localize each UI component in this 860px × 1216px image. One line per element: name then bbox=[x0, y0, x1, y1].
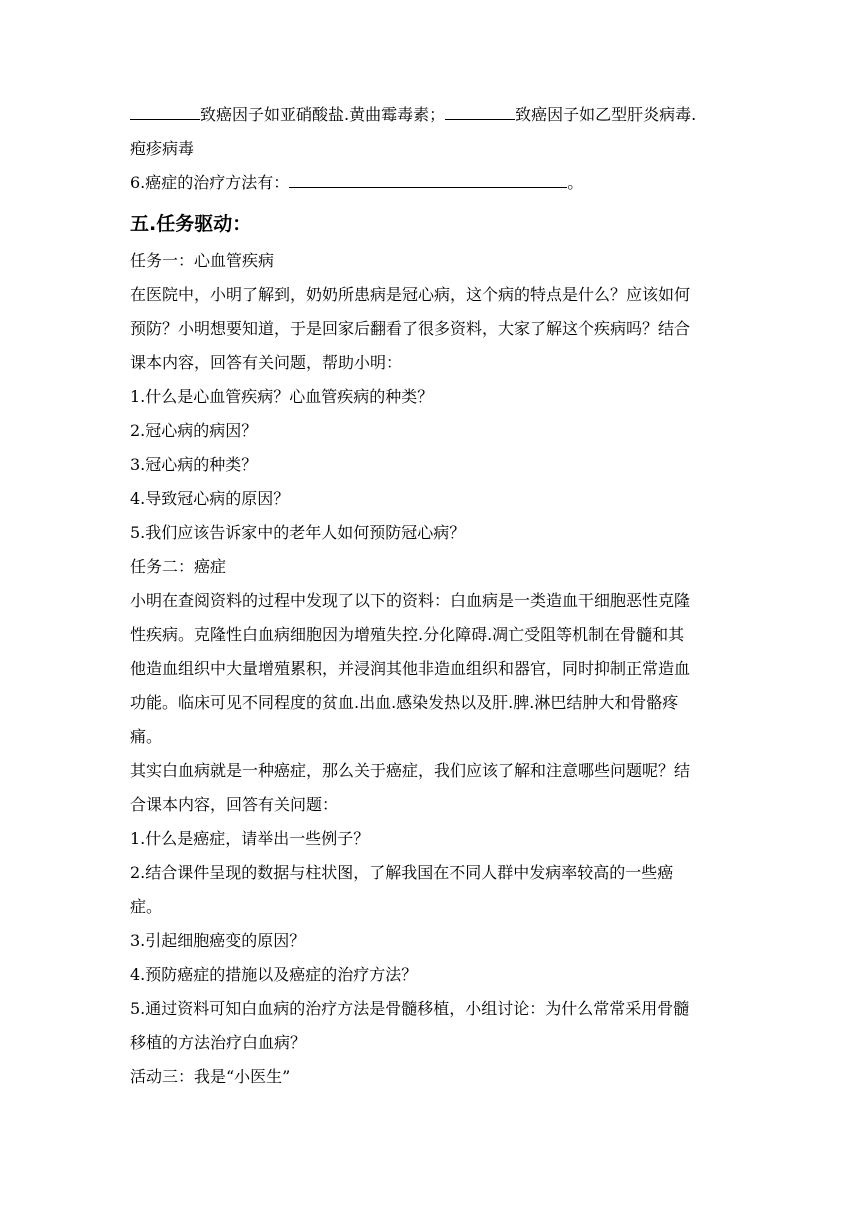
task-title: 任务一：心血管疾病 bbox=[130, 251, 275, 270]
task-title: 任务二：癌症 bbox=[130, 557, 227, 576]
question-item: 5.我们应该告诉家中的老年人如何预防冠心病？ bbox=[130, 523, 466, 542]
section-heading: 五.任务驱动： bbox=[130, 213, 252, 235]
paragraph-line: 小明在查阅资料的过程中发现了以下的资料：白血病是一类造血干细胞恶性克隆 bbox=[130, 591, 691, 610]
question-item: 症。 bbox=[130, 897, 163, 916]
paragraph-line: 合课本内容，回答有关问题： bbox=[130, 795, 339, 814]
activity-title: 活动三：我是“小医生” bbox=[130, 1067, 291, 1086]
question-item: 移植的方法治疗白血病？ bbox=[130, 1033, 307, 1052]
paragraph-line: 在医院中，小明了解到，奶奶所患病是冠心病，这个病的特点是什么？应该如何 bbox=[130, 285, 691, 304]
answer-blank[interactable] bbox=[289, 173, 567, 188]
question-item: 4.预防癌症的措施以及癌症的治疗方法？ bbox=[130, 965, 418, 984]
paragraph-line: 痛。 bbox=[130, 727, 163, 746]
paragraph-line: 性疾病。克隆性白血病细胞因为增殖失控.分化障碍.凋亡受阻等机制在骨髓和其 bbox=[130, 625, 685, 644]
paragraph-line: 他造血组织中大量增殖累积，并浸润其他非造血组织和器官，同时抑制正常造血 bbox=[130, 659, 691, 678]
question-6 bbox=[130, 166, 742, 200]
answer-blank[interactable] bbox=[130, 105, 200, 120]
paragraph-line: 课本内容，回答有关问题，帮助小明： bbox=[130, 353, 403, 372]
question-6-prefix: 6.癌症的治疗方法有： bbox=[130, 173, 290, 192]
question-item: 2.结合课件呈现的数据与柱状图，了解我国在不同人群中发病率较高的一些癌 bbox=[130, 863, 674, 882]
answer-blank[interactable] bbox=[445, 105, 515, 120]
document-page bbox=[130, 98, 742, 1094]
question-item: 1.什么是癌症，请举出一些例子？ bbox=[130, 829, 370, 848]
fill-in-line-1 bbox=[130, 98, 742, 132]
question-6-suffix: 。 bbox=[567, 173, 584, 192]
paragraph-line: 预防？小明想要知道，于是回家后翻看了很多资料，大家了解这个疾病吗？结合 bbox=[130, 319, 691, 338]
question-item: 1.什么是心血管疾病？心血管疾病的种类？ bbox=[130, 387, 434, 406]
paragraph-line: 其实白血病就是一种癌症，那么关于癌症，我们应该了解和注意哪些问题呢？结 bbox=[130, 761, 691, 780]
fill-in-line-2: 疱疹病毒 bbox=[130, 139, 195, 158]
paragraph-line: 功能。临床可见不同程度的贫血.出血.感染发热以及肝.脾.淋巴结肿大和骨骼疼 bbox=[130, 693, 679, 712]
fill-in-text: 致癌因子如亚硝酸盐.黄曲霉毒素； bbox=[200, 105, 446, 124]
question-item: 2.冠心病的病因？ bbox=[130, 421, 258, 440]
question-item: 5.通过资料可知白血病的治疗方法是骨髓移植，小组讨论：为什么常常采用骨髓 bbox=[130, 999, 690, 1018]
question-item: 3.冠心病的种类？ bbox=[130, 455, 258, 474]
question-item: 3.引起细胞癌变的原因？ bbox=[130, 931, 306, 950]
fill-in-text: 致癌因子如乙型肝炎病毒. bbox=[515, 105, 697, 124]
question-item: 4.导致冠心病的原因？ bbox=[130, 489, 290, 508]
